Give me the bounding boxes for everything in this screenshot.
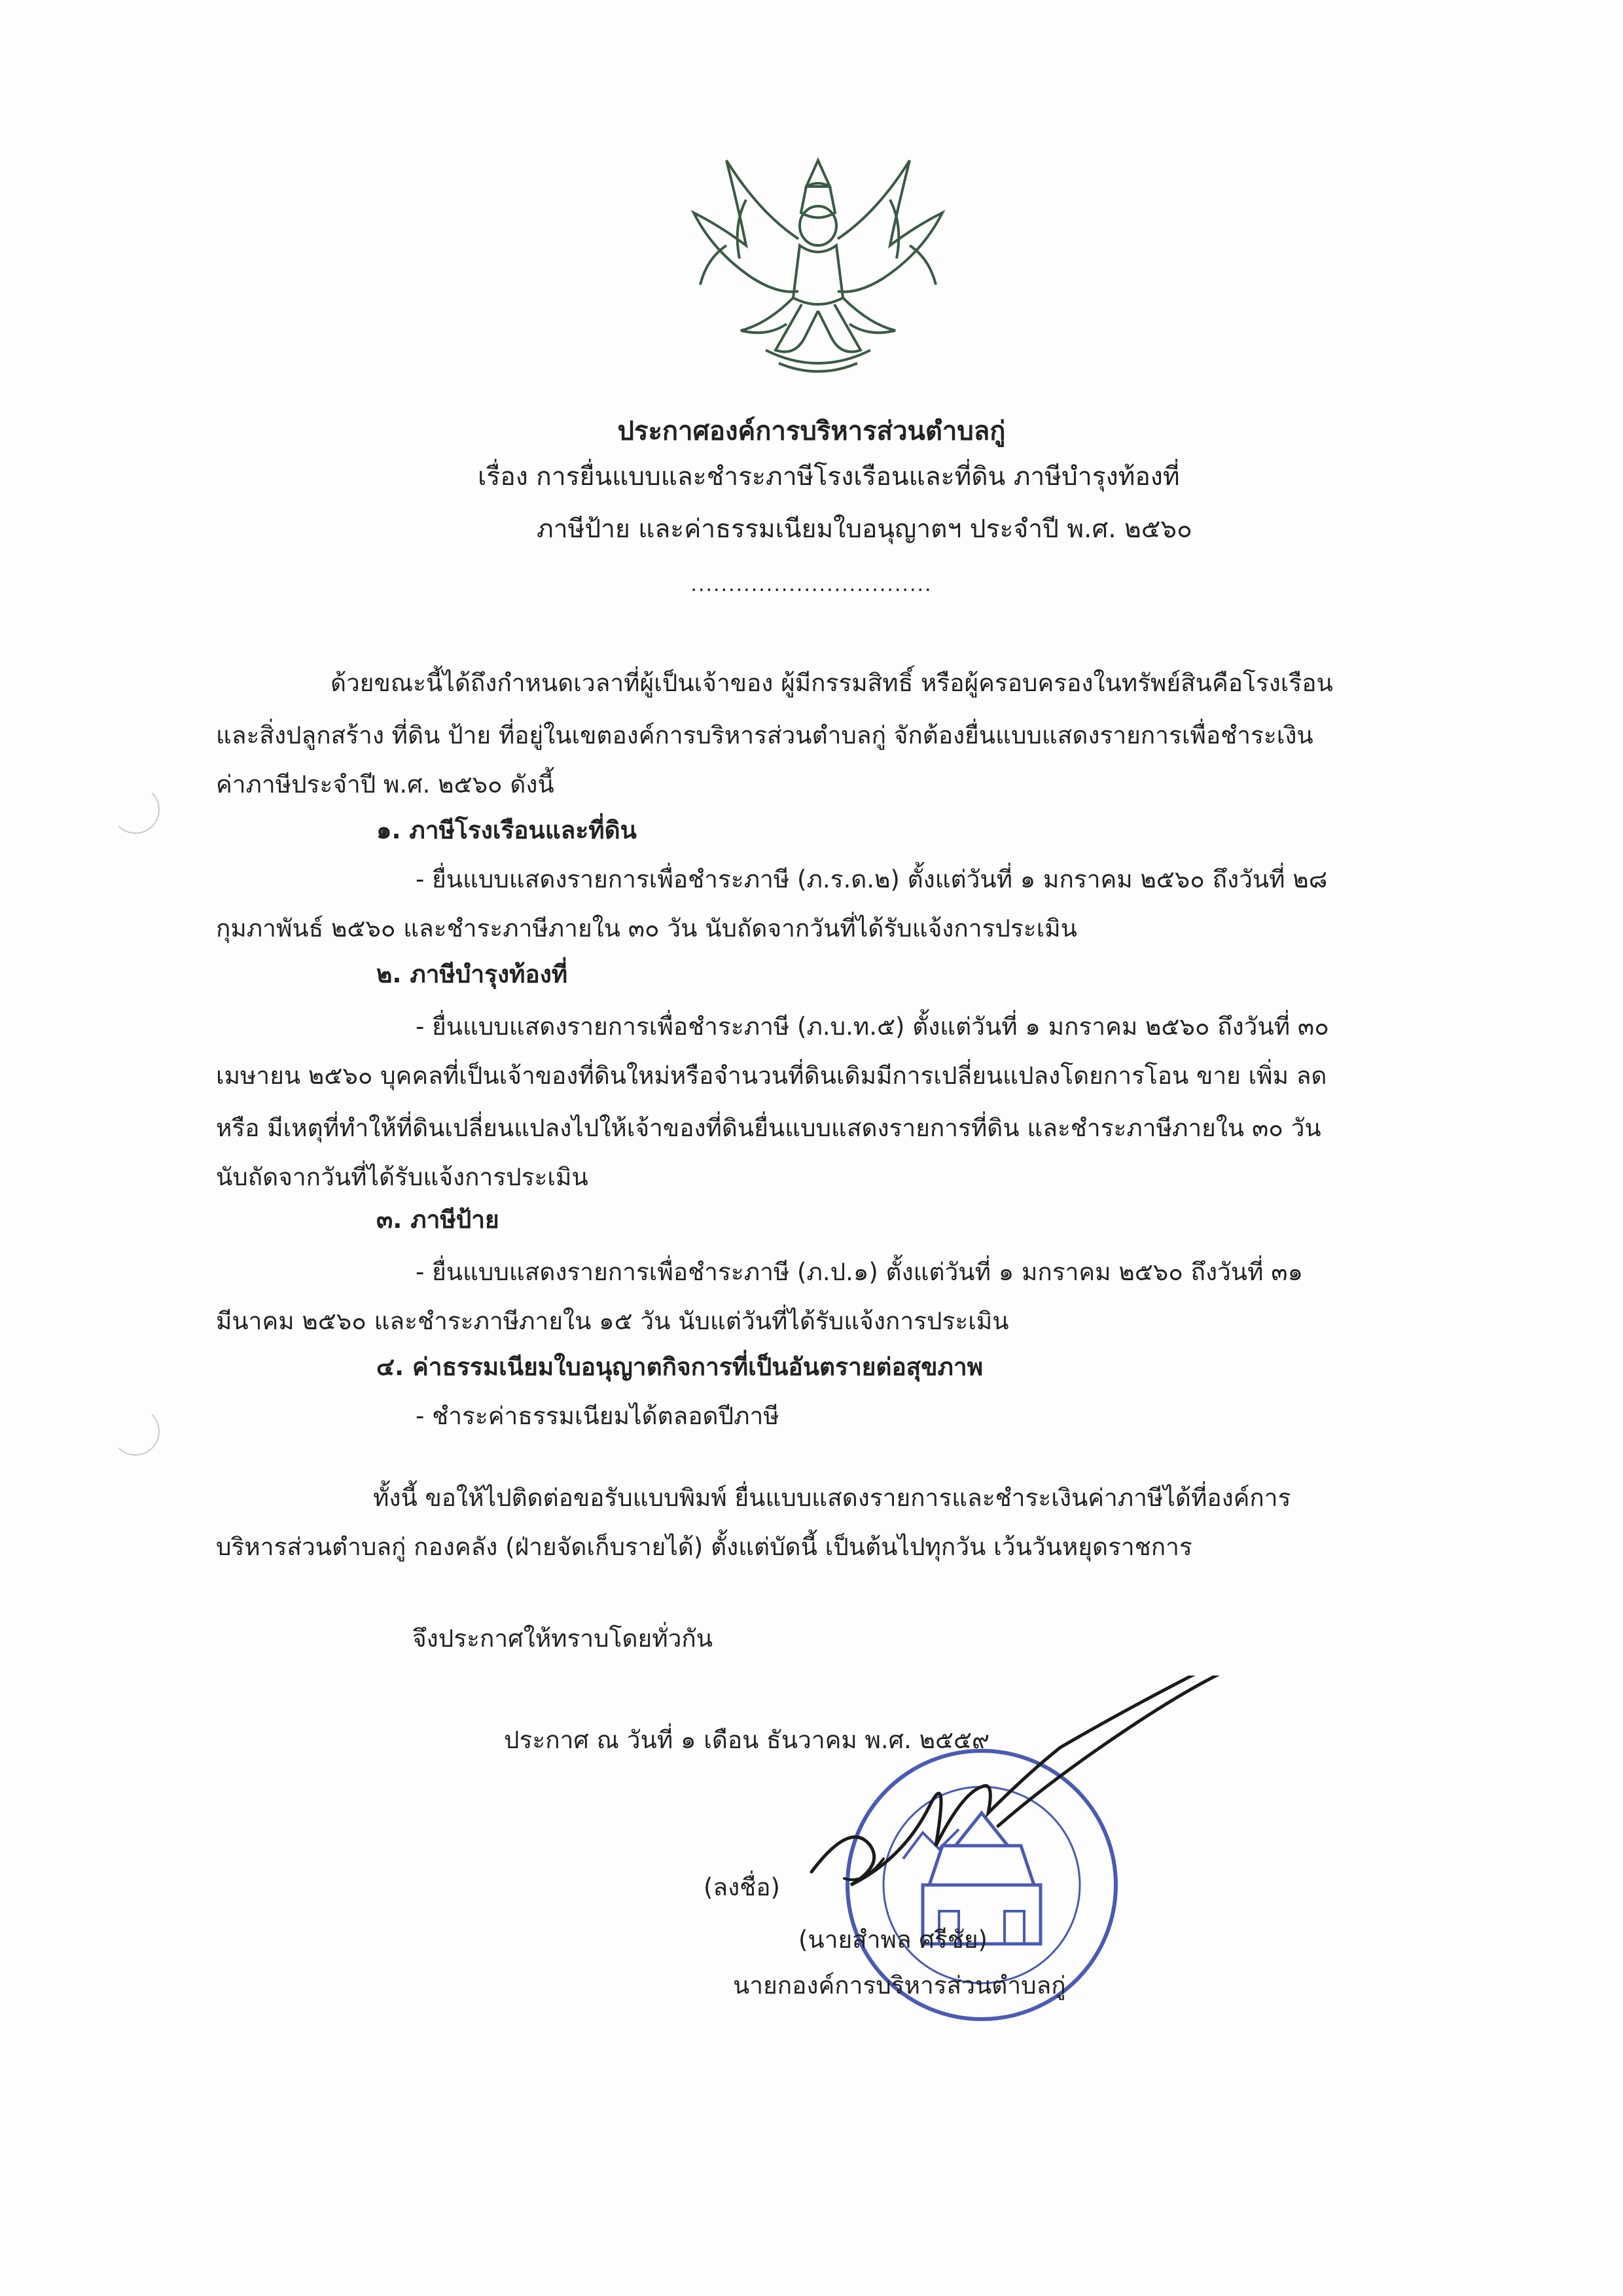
closing-line-2: บริหารส่วนตำบลกู่ กองคลัง (ฝ่ายจัดเก็บรายได้) ตั้งแต่บัดนี้ เป็นต้นไปทุกวัน เว้นวันหยุดราชการ [216,1533,1192,1561]
punch-hole-bottom [111,1407,160,1456]
subject-line-1: เรื่อง การยื่นแบบและชำระภาษีโรงเรือนและที่ดิน ภาษีบำรุงท้องที่ [478,462,1180,492]
punch-hole-top [111,785,160,834]
document-title: ประกาศองค์การบริหารส่วนตำบลกู่ [617,416,1006,446]
section-line: - ยื่นแบบแสดงรายการเพื่อชำระภาษี (ภ.บ.ท.๕) ตั้งแต่วันที่ ๑ มกราคม ๒๕๖๐ ถึงวันที่ ๓๐ [416,1013,1329,1041]
announce-line: จึงประกาศให้ทราบโดยทั่วกัน [412,1624,713,1653]
garuda-emblem [668,147,969,383]
section-line: - ชำระค่าธรรมเนียมได้ตลอดปีภาษี [416,1402,779,1430]
handwritten-signature [785,1676,1296,1911]
signer-name: (นายสำพล ศรีชัย) [798,1926,988,1954]
section-line: - ยื่นแบบแสดงรายการเพื่อชำระภาษี (ภ.ร.ด.๒) ตั้งแต่วันที่ ๑ มกราคม ๒๕๖๐ ถึงวันที่ ๒๘ [416,865,1328,893]
subject-line-2: ภาษีป้าย และค่าธรรมเนียมใบอนุญาตฯ ประจำปี พ.ศ. ๒๕๖๐ [537,514,1192,544]
intro-line-2: และสิ่งปลูกสร้าง ที่ดิน ป้าย ที่อยู่ในเขตองค์การบริหารส่วนตำบลกู่ จักต้องยื่นแบบแสดงรายการเพื่อชำระเงิน [216,721,1313,749]
section-line: นับถัดจากวันที่ได้รับแจ้งการประเมิน [216,1163,588,1191]
intro-line-1: ด้วยขณะนี้ได้ถึงกำหนดเวลาที่ผู้เป็นเจ้าของ ผู้มีกรรมสิทธิ์ หรือผู้ครอบครองในทรัพย์สินคือโรงเรือน [330,669,1333,697]
section-heading: ๔. ค่าธรรมเนียมใบอนุญาตกิจการที่เป็นอันตรายต่อสุขภาพ [376,1353,984,1381]
section-line: เมษายน ๒๕๖๐ บุคคลที่เป็นเจ้าของที่ดินใหม่หรือจำนวนที่ดินเดิมมีการเปลี่ยนแปลงโดยการโอน ขาย เพิ่ม ลด [216,1062,1327,1090]
section-line: มีนาคม ๒๕๖๐ และชำระภาษีภายใน ๑๕ วัน นับแต่วันที่ได้รับแจ้งการประเมิน [216,1307,1009,1335]
section-line: หรือ มีเหตุที่ทำให้ที่ดินเปลี่ยนแปลงไปให้เจ้าของที่ดินยื่นแบบแสดงรายการที่ดิน และชำระภาษีภายใน ๓๐ วัน [216,1114,1321,1142]
title-divider: ................................ [690,573,933,596]
closing-line-1: ทั้งนี้ ขอให้ไปติดต่อขอรับแบบพิมพ์ ยื่นแบบแสดงรายการและชำระเงินค่าภาษีได้ที่องค์การ [373,1484,1291,1512]
sign-label: (ลงชื่อ) [704,1873,780,1901]
signer-position: นายกองค์การบริหารส่วนตำบลกู่ [733,1971,1066,2000]
announce-date: ประกาศ ณ วันที่ ๑ เดือน ธันวาคม พ.ศ. ๒๕๕๙ [504,1726,990,1754]
section-line: กุมภาพันธ์ ๒๕๖๐ และชำระภาษีภายใน ๓๐ วัน นับถัดจากวันที่ได้รับแจ้งการประเมิน [216,914,1077,942]
intro-line-3: ค่าภาษีประจำปี พ.ศ. ๒๕๖๐ ดังนี้ [216,770,554,798]
section-heading: ๑. ภาษีโรงเรือนและที่ดิน [376,816,637,844]
section-line: - ยื่นแบบแสดงรายการเพื่อชำระภาษี (ภ.ป.๑) ตั้งแต่วันที่ ๑ มกราคม ๒๕๖๐ ถึงวันที่ ๓๑ [416,1258,1304,1286]
section-heading: ๒. ภาษีบำรุงท้องที่ [376,960,568,988]
section-heading: ๓. ภาษีป้าย [376,1206,499,1234]
